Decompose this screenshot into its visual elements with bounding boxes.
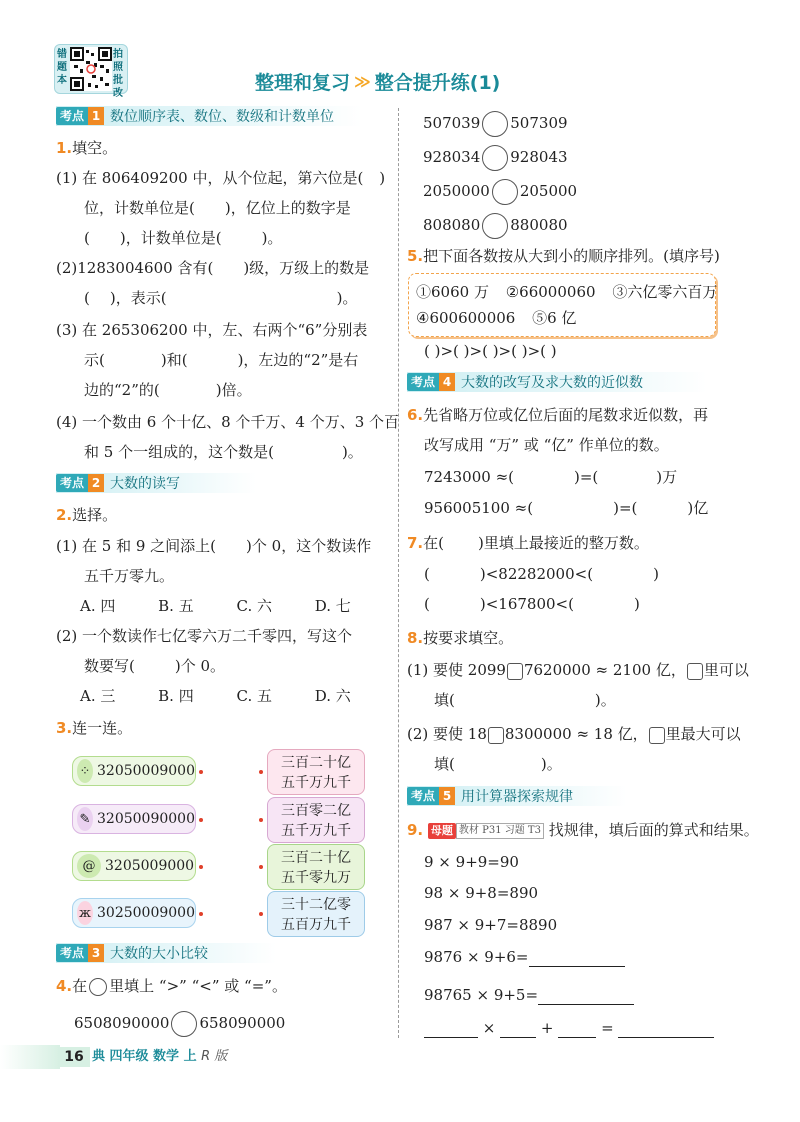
q2-options-1 xyxy=(80,596,351,616)
option[interactable]: D. 六 xyxy=(314,687,351,705)
connect-dot[interactable] xyxy=(199,770,203,774)
qr-left-label: 错题本 xyxy=(57,49,67,86)
page-number: 16 xyxy=(58,1047,90,1067)
q6-row1: 7243000 ≈( )=( )万 xyxy=(424,468,678,486)
connect-dot[interactable] xyxy=(259,818,263,822)
section-text: 数位顺序表、数位、数级和计数单位 xyxy=(110,109,335,125)
connect-dot[interactable] xyxy=(199,912,203,916)
title-arrow-icon: ≫ xyxy=(354,71,371,91)
q4-title: 4.在 里填上 “>” “<” 或 “=”。 xyxy=(56,977,287,995)
q1-p4-line2: 和 5 个一组成的，这个数是( )。 xyxy=(84,443,363,461)
q3-title: 3.连一连。 xyxy=(56,719,133,737)
compare-blank[interactable] xyxy=(482,213,508,239)
answer-blank[interactable] xyxy=(538,989,634,1005)
q9-line3: 987 × 9+7=8890 xyxy=(424,916,558,934)
q8-p1-line2: 填( )。 xyxy=(434,691,616,709)
butterfly-icon: ж xyxy=(77,901,93,925)
q1-p3-line3: 边的“2”的( )倍。 xyxy=(84,381,252,399)
q2-p1-line1: (1) 在 5 和 9 之间添上( )个 0，这个数读作 xyxy=(56,537,372,555)
q1-p3-line1: (3) 在 265306200 中，左、右两个“6”分别表 xyxy=(56,321,368,339)
compare-blank[interactable] xyxy=(171,1011,197,1037)
compare-blank[interactable] xyxy=(482,111,508,137)
compare-blank[interactable] xyxy=(482,145,508,171)
q8-p1-line1: (1) 要使 2099 7620000 ≈ 2100 亿， 里可以 xyxy=(407,661,749,679)
connect-left-1[interactable]: ⁘ 32050009000 xyxy=(72,756,196,786)
option[interactable]: C. 五 xyxy=(236,687,272,705)
q1-p1-line3: ( )，计数单位是( )。 xyxy=(84,229,283,247)
textbook-ref: 教材 P31 习题 T3 xyxy=(456,823,544,839)
section-num: 1 xyxy=(88,107,104,125)
connect-left-3[interactable]: @ 3205009000 xyxy=(72,851,196,881)
option[interactable]: C. 六 xyxy=(236,597,272,615)
section-header-4: 考点 4 大数的改写及求大数的近似数 xyxy=(407,372,707,392)
option[interactable]: D. 七 xyxy=(314,597,351,615)
footer-brand: 典 四年级 数学 上 R 版 xyxy=(92,1049,228,1064)
grapes-icon: ⁘ xyxy=(77,759,93,783)
q8-p2-line2: 填( )。 xyxy=(434,755,562,773)
answer-blank[interactable] xyxy=(500,1022,536,1038)
q2-options-2 xyxy=(80,686,351,706)
q1-p4-line1: (4) 一个数由 6 个十亿、8 个千万、4 个万、3 个百 xyxy=(56,413,400,431)
mother-question-badge: 母题 xyxy=(428,823,456,839)
connect-dot[interactable] xyxy=(199,865,203,869)
answer-blank[interactable] xyxy=(558,1022,596,1038)
q5-title: 5.把下面各数按从大到小的顺序排列。(填序号) xyxy=(407,247,720,265)
connect-right-4[interactable]: 三十二亿零 五百万九千 xyxy=(267,891,365,937)
qr-right-label: 拍照批改 xyxy=(113,49,123,99)
title-part1: 整理和复习 xyxy=(255,71,351,94)
connect-dot[interactable] xyxy=(259,865,263,869)
q9-title: 9. 母题 教材 P31 习题 T3 找规律，填后面的算式和结果。 xyxy=(407,821,759,839)
compare-blank[interactable] xyxy=(492,179,518,205)
answer-blank[interactable] xyxy=(529,951,625,967)
qr-code[interactable] xyxy=(70,47,112,91)
connect-dot[interactable] xyxy=(259,912,263,916)
q2-p2-line2: 数要写( )个 0。 xyxy=(84,657,226,675)
section-header-5: 考点 5 用计算器探索规律 xyxy=(407,786,627,806)
q6-row2: 956005100 ≈( )=( )亿 xyxy=(424,499,709,517)
connect-right-3[interactable]: 三百二十亿 五千零九万 xyxy=(267,844,365,890)
q2-p2-line1: (2) 一个数读作七亿零六万二千零四，写这个 xyxy=(56,627,353,645)
q5-items-row2: ④600600006 ⑤6 亿 xyxy=(416,309,577,327)
q1-p2-line2: ( )，表示( )。 xyxy=(84,289,358,307)
digit-box[interactable] xyxy=(507,663,523,680)
q5-items-row1: ①6060 万 ②66000060 ③六亿零六百万 xyxy=(416,283,718,301)
q1-p3-line2: 示( )和( )，左边的“2”是右 xyxy=(84,351,359,369)
section-header-3: 考点 3 大数的大小比较 xyxy=(56,943,276,963)
q9-line5: 98765 × 9+5= xyxy=(424,985,634,1005)
digit-box[interactable] xyxy=(488,727,504,744)
page-title xyxy=(255,66,500,96)
section-header-1 xyxy=(56,106,362,126)
option[interactable]: A. 四 xyxy=(80,597,116,615)
q7-row2: ( )<167800<( ) xyxy=(424,595,640,613)
connect-dot[interactable] xyxy=(199,818,203,822)
title-part2: 整合提升练(1) xyxy=(374,71,501,94)
q7-row1: ( )<82282000<( ) xyxy=(424,565,659,583)
q9-line6: × + = xyxy=(424,1018,714,1038)
option[interactable]: B. 五 xyxy=(158,597,194,615)
q4-row-3: 928034 928043 xyxy=(423,144,568,172)
compare-circle-icon xyxy=(89,978,107,996)
option[interactable]: A. 三 xyxy=(80,687,116,705)
q2-p1-line2: 五千万零九。 xyxy=(84,567,175,585)
q1-title: 1.填空。 xyxy=(56,139,118,157)
connect-right-1[interactable]: 三百二十亿 五千万九千 xyxy=(267,749,365,795)
q1-p2-line1: (2)1283004600 含有( )级，万级上的数是 xyxy=(56,259,370,277)
q9-line1: 9 × 9+9=90 xyxy=(424,853,519,871)
q8-title: 8.按要求填空。 xyxy=(407,629,514,647)
connect-right-2[interactable]: 三百零二亿 五千万九千 xyxy=(267,797,365,843)
q9-line2: 98 × 9+8=890 xyxy=(424,884,539,902)
q4-row-2: 507039 507309 xyxy=(423,110,568,138)
option[interactable]: B. 四 xyxy=(158,687,194,705)
section-tag: 考点 xyxy=(56,107,88,125)
pen-icon: ✎ xyxy=(77,807,93,831)
q2-title: 2.选择。 xyxy=(56,506,118,524)
section-header-2: 考点 2 大数的读写 xyxy=(56,473,256,493)
connect-left-4[interactable]: ж 30250009000 xyxy=(72,898,196,928)
q1-p1-line2: 位，计数单位是( )，亿位上的数字是 xyxy=(84,199,351,217)
digit-box-icon xyxy=(649,727,665,744)
q8-p2-line1: (2) 要使 18 8300000 ≈ 18 亿， 里最大可以 xyxy=(407,725,741,743)
q7-title: 7.在( )里填上最接近的整万数。 xyxy=(407,534,649,552)
digit-box-icon xyxy=(687,663,703,680)
q4-row-4: 2050000 205000 xyxy=(423,178,577,206)
q5-answer[interactable]: ( )>( )>( )>( )>( ) xyxy=(424,342,557,360)
q6-line1: 6.先省略万位或亿位后面的尾数求近似数，再 xyxy=(407,406,709,424)
answer-blank[interactable] xyxy=(424,1022,478,1038)
connect-left-2[interactable]: ✎ 32050090000 xyxy=(72,804,196,834)
connect-dot[interactable] xyxy=(259,770,263,774)
column-divider xyxy=(398,108,399,1038)
q6-line2: 改写成用 “万” 或 “亿” 作单位的数。 xyxy=(424,436,669,454)
footer-band xyxy=(0,1045,60,1069)
q4-row-5: 808080 880080 xyxy=(423,212,568,240)
snail-icon: @ xyxy=(77,854,101,878)
q9-line4: 9876 × 9+6= xyxy=(424,947,625,967)
q4-row-1: 6508090000 658090000 xyxy=(74,1010,285,1038)
answer-blank[interactable] xyxy=(618,1022,714,1038)
q1-p1-line1: (1) 在 806409200 中，从个位起，第六位是( ) xyxy=(56,169,386,187)
